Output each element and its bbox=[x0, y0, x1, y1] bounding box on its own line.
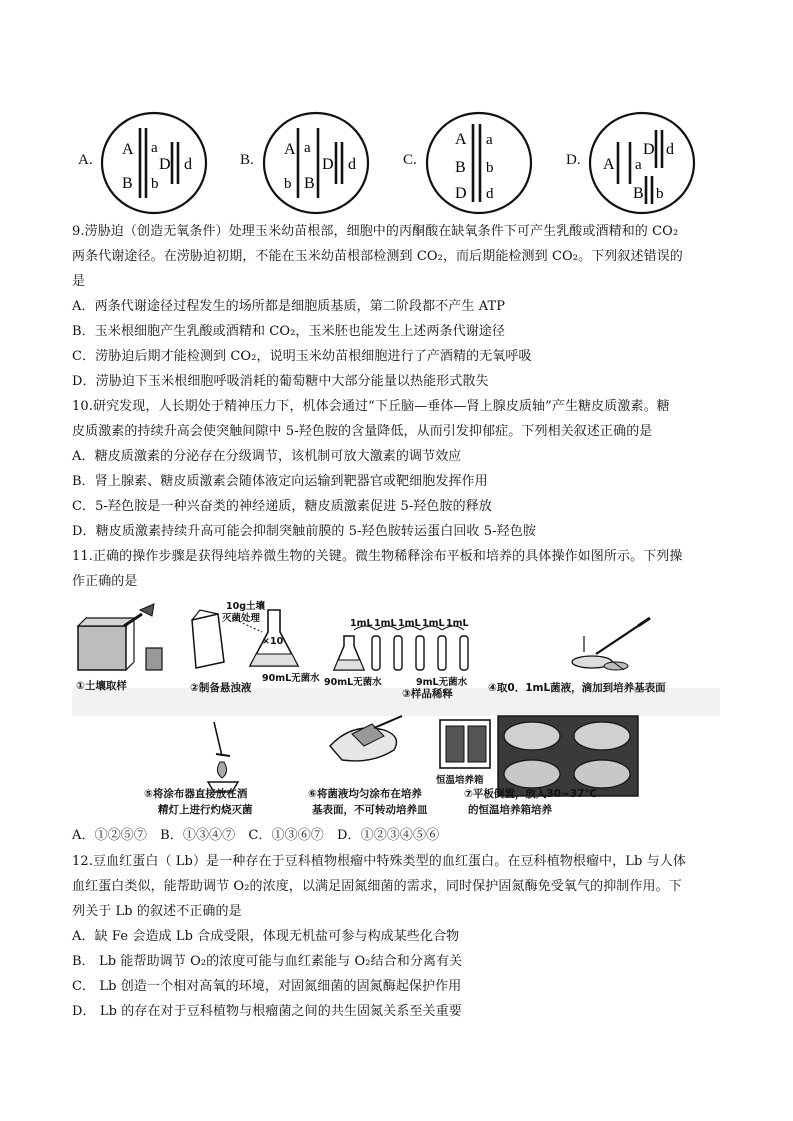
q9-option-a: A．两条代谢途径过程发生的场所都是细胞质基质，第二阶段都不产生 ATP bbox=[72, 299, 506, 314]
q9-stem-line1: 9.涝胁迫（创造无氧条件）处理玉米幼苗根部，细胞中的丙酮酸在缺氧条件下可产生乳酸或酒精和的 CO₂ bbox=[72, 224, 679, 239]
gene-label: A bbox=[455, 131, 467, 148]
step-1-caption: ①土壤取样 bbox=[76, 680, 127, 692]
gene-label: a bbox=[151, 140, 158, 156]
gene-label: B bbox=[455, 159, 466, 176]
q8-option-b bbox=[232, 108, 392, 218]
gene-label: a bbox=[304, 140, 311, 156]
step-6-caption-1: ⑥将菌液均匀涂布在培养 bbox=[308, 788, 422, 800]
gene-label: d bbox=[184, 156, 192, 173]
gene-label: b bbox=[284, 176, 292, 192]
gene-label: a bbox=[635, 157, 642, 173]
cell-diagram bbox=[98, 108, 210, 218]
q8-option-c bbox=[395, 108, 555, 218]
step-4-caption: ④取0．1mL菌液，滴加到培养基表面 bbox=[488, 682, 666, 694]
step-2-caption: ②制备悬浊液 bbox=[190, 682, 252, 694]
gene-label: D bbox=[159, 156, 171, 173]
step-5-caption-2: 精灯上进行灼烧灭菌 bbox=[158, 804, 253, 816]
gene-label: d bbox=[666, 141, 674, 158]
pipette-drawing bbox=[572, 618, 650, 670]
spreader-flame-drawing bbox=[208, 722, 238, 792]
q9-option-d: D．涝胁迫下玉米根细胞呼吸消耗的葡萄糖中大部分能量以热能形式散失 bbox=[72, 374, 489, 389]
fig-water-90-a: 90mL无菌水 bbox=[262, 673, 320, 684]
q10-option-d: D．糖皮质激素持续升高可能会抑制突触前膜的 5-羟色胺转运蛋白回收 5-羟色胺 bbox=[72, 524, 536, 539]
gene-label: D bbox=[643, 141, 655, 158]
q9-stem-line3: 是 bbox=[72, 274, 86, 289]
step-5-caption-1: ⑤将涂布器直接放在酒 bbox=[144, 788, 248, 800]
gene-label: A bbox=[284, 141, 296, 158]
spreading-drawing bbox=[330, 716, 402, 761]
q8-option-a bbox=[70, 108, 230, 218]
q12-option-c: C． Lb 创造一个相对高氧的环境，对固氮细菌的固氮酶起保护作用 bbox=[72, 979, 462, 994]
gene-label: A bbox=[603, 156, 615, 173]
q9-option-c: C．涝胁迫后期才能检测到 CO₂，说明玉米幼苗根细胞进行了产酒精的无氧呼吸 bbox=[72, 349, 532, 364]
gene-label: a bbox=[486, 132, 493, 148]
fig-tube-label: 1mL bbox=[374, 618, 397, 629]
q10-option-c: C．5-羟色胺是一种兴奋类的神经递质，糖皮质激素促进 5-羟色胺的释放 bbox=[72, 499, 492, 514]
gene-label: d bbox=[348, 156, 356, 173]
dilution-drawing bbox=[334, 626, 468, 670]
q10-option-b: B．肾上腺素、糖皮质激素会随体液定向运输到靶器官或靶细胞发挥作用 bbox=[72, 474, 488, 489]
q12-option-a: A．缺 Fe 会造成 Lb 合成受限，体现无机盐可参与构成某些化合物 bbox=[72, 929, 460, 944]
step-7-caption-1: ⑦平板倒置，放入30~37℃ bbox=[464, 788, 598, 800]
step-6-caption-2: 基表面，不可转动培养皿 bbox=[312, 804, 428, 816]
gene-label: A bbox=[122, 141, 134, 158]
step-7-caption-2: 的恒温培养箱培养 bbox=[468, 804, 552, 816]
gene-label: b bbox=[151, 176, 159, 192]
fig-tube-label: 1mL bbox=[446, 618, 469, 629]
gene-label: D bbox=[322, 156, 334, 173]
q12-stem-line1: 12.豆血红蛋白（ Lb）是一种存在于豆科植物根瘤中特殊类型的血红蛋白。在豆科植物根瘤中，Lb 与人体 bbox=[72, 854, 686, 869]
procedure-drawing bbox=[72, 596, 720, 818]
q10-stem-line1: 10.研究发现，人长期处于精神压力下，机体会通过“下丘脑—垂体—肾上腺皮质轴”产生糖皮质激素。糖 bbox=[72, 399, 670, 414]
step-3-caption: ③样品稀释 bbox=[402, 688, 453, 700]
q11-procedure-figure bbox=[72, 596, 720, 818]
fig-tube-label: 1mL bbox=[398, 618, 421, 629]
gene-label: d bbox=[486, 186, 494, 202]
fig-water-90-b: 90mL无菌水 bbox=[324, 677, 382, 688]
fig-soil-label: 10g土壤 bbox=[226, 601, 266, 612]
cell-diagram bbox=[260, 108, 372, 218]
q12-option-b: B． Lb 能帮助调节 O₂的浓度可能与血红素能与 O₂结合和分离有关 bbox=[72, 954, 463, 969]
option-label: A. bbox=[78, 152, 93, 168]
q8-options-figure bbox=[70, 108, 730, 218]
option-label: D. bbox=[566, 152, 581, 168]
fig-tube-label: 1mL bbox=[422, 618, 445, 629]
gene-label: B bbox=[633, 185, 644, 202]
option-label: C. bbox=[403, 152, 417, 168]
q9-option-b: B．玉米根细胞产生乳酸或酒精和 CO₂，玉米胚也能发生上述两条代谢途径 bbox=[72, 324, 506, 339]
option-label: B. bbox=[240, 152, 254, 168]
q8-option-d bbox=[558, 108, 718, 218]
q12-stem-line3: 列关于 Lb 的叙述不正确的是 bbox=[72, 904, 242, 919]
q12-option-d: D． Lb 的存在对于豆科植物与根瘤菌之间的共生固氮关系至关重要 bbox=[72, 1004, 462, 1019]
gene-label: D bbox=[455, 185, 467, 202]
fig-tube-label: 1mL bbox=[350, 618, 373, 629]
q11-options: A．①②⑤⑦ B．①③④⑦ C．①③⑥⑦ D．①②③④⑤⑥ bbox=[72, 828, 440, 843]
cell-diagram bbox=[423, 108, 535, 218]
q12-stem-line2: 血红蛋白类似，能帮助调节 O₂的浓度，以满足固氮细菌的需求，同时保护固氮酶免受氧气的抑制作用。下 bbox=[72, 879, 682, 894]
q10-stem-line2: 皮质激素的持续升高会使突触间隙中 5-羟色胺的含量降低，从而引发抑郁症。下列相关叙述正确的是 bbox=[72, 424, 653, 439]
fig-flask-mark: ×10 bbox=[262, 636, 284, 647]
q9-stem-line2: 两条代谢途径。在涝胁迫初期，不能在玉米幼苗根部检测到 CO₂，而后期能检测到 CO₂。下列叙述错误的 bbox=[72, 249, 683, 264]
q11-stem-line2: 作正确的是 bbox=[72, 574, 138, 589]
gene-label: b bbox=[486, 160, 494, 176]
soil-sampling-drawing bbox=[78, 604, 162, 670]
gene-label: B bbox=[304, 175, 315, 192]
fig-water-9: 9mL无菌水 bbox=[416, 677, 468, 688]
fig-incubator-label: 恒温培养箱 bbox=[436, 775, 484, 786]
gene-label: B bbox=[122, 175, 133, 192]
fig-sterile-label: 灭菌处理 bbox=[222, 613, 261, 624]
gene-label: b bbox=[656, 186, 664, 202]
cell-diagram bbox=[586, 108, 698, 218]
q11-stem-line1: 11.正确的操作步骤是获得纯培养微生物的关键。微生物稀释涂布平板和培养的具体操作如图所示。下列操 bbox=[72, 549, 683, 564]
q10-option-a: A．糖皮质激素的分泌存在分级调节，该机制可放大激素的调节效应 bbox=[72, 449, 462, 464]
